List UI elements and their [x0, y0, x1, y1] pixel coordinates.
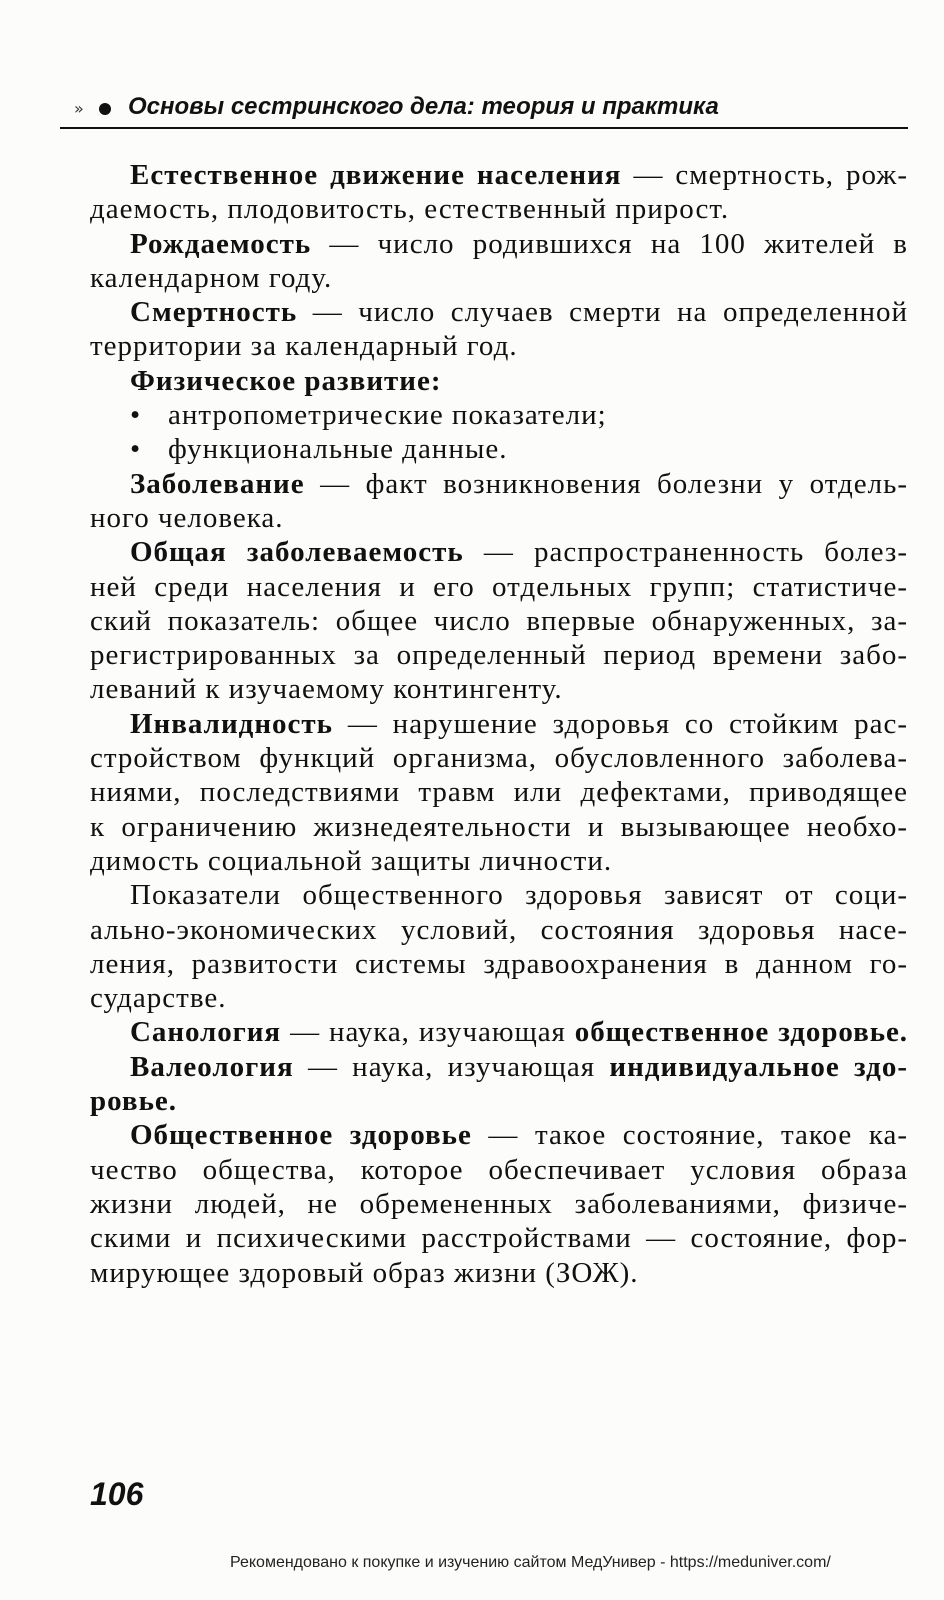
- line-text: [90, 262, 332, 294]
- paragraph: [90, 364, 908, 398]
- line-text: [90, 811, 908, 843]
- text-run: мирующее здоровый образ жизни (ЗОЖ).: [90, 1256, 639, 1289]
- text-line: [90, 535, 908, 569]
- text-line: [90, 227, 908, 261]
- line-text: [90, 571, 908, 603]
- page-number: 106: [90, 1476, 144, 1512]
- text-run: — такое состояние, такое ка-: [471, 1119, 908, 1152]
- line-text: [130, 228, 908, 260]
- bold-term: Валеология: [130, 1050, 294, 1083]
- text-line: [90, 604, 908, 638]
- text-line: [90, 1084, 908, 1118]
- line-text: [90, 845, 612, 877]
- text-line: [90, 1050, 908, 1084]
- line-text: [90, 948, 908, 980]
- line-text: [130, 1119, 908, 1151]
- line-text: [90, 1188, 908, 1220]
- bold-term: Санология: [130, 1016, 282, 1049]
- line-text: [90, 673, 563, 705]
- text-line: [90, 501, 908, 535]
- line-text: [90, 1154, 908, 1186]
- text-line: [90, 707, 908, 741]
- dot-icon: [99, 103, 111, 115]
- line-text: [90, 982, 226, 1014]
- line-text: [90, 193, 729, 225]
- bold-term: Смертность: [130, 296, 298, 329]
- text-run: — факт возникновения болезни у отдель-: [304, 467, 908, 500]
- paragraph: [90, 227, 908, 296]
- paragraph: [90, 295, 908, 364]
- text-line: [90, 1256, 908, 1290]
- text-run: — число случаев смерти на определенной: [297, 296, 908, 329]
- line-text: [90, 639, 908, 671]
- text-line: [90, 467, 908, 501]
- text-run: ления, развитости системы здравоохранения в данном го-: [90, 947, 908, 980]
- running-header-title: Основы сестринского дела: теория и практика: [128, 93, 719, 120]
- line-text: [90, 742, 908, 774]
- footer-note: Рекомендовано к покупке и изучению сайтом МедУнивер - https://meduniver.com/: [230, 1554, 831, 1571]
- text-line: [90, 1118, 908, 1152]
- text-line: [90, 775, 908, 809]
- line-text: [130, 536, 908, 568]
- text-run: регистрированных за определенный период времени забо-: [90, 639, 908, 672]
- text-run: скими и психическими расстройствами — состояние, фор-: [90, 1222, 908, 1255]
- paragraph: [90, 467, 908, 536]
- text-line: [90, 741, 908, 775]
- bold-term: ровье.: [90, 1085, 178, 1118]
- paragraph: [90, 707, 908, 878]
- text-line: [90, 1221, 908, 1255]
- text-run: территории за календарный год.: [90, 330, 518, 363]
- text-run: к ограничению жизнедеятельности и вызывающее необхо-: [90, 810, 908, 843]
- text-run: — смертность, рож-: [621, 159, 908, 191]
- bold-term: Естественное движение населения: [130, 159, 622, 191]
- line-text: [90, 1222, 908, 1254]
- line-text: [130, 365, 442, 397]
- bold-term: общественное здоровье.: [574, 1016, 908, 1049]
- bold-term: Рождаемость: [130, 227, 312, 260]
- text-run: ниями, последствиями травм или дефектами, приводящее: [90, 776, 908, 809]
- line-text: [130, 159, 908, 191]
- text-line: [90, 672, 908, 706]
- text-run: ально-экономических условий, состояния здоровья насе-: [90, 913, 908, 946]
- line-text: [90, 914, 908, 946]
- text-run: — наука, изучающая: [293, 1050, 610, 1083]
- text-run: — нарушение здоровья со стойким рас-: [333, 707, 908, 740]
- bold-term: Общественное здоровье: [130, 1119, 472, 1152]
- text-line: [90, 158, 908, 192]
- line-text: [90, 1257, 639, 1289]
- line-text: [90, 605, 908, 637]
- line-text: [130, 879, 908, 911]
- text-line: [90, 570, 908, 604]
- text-run: функциональные данные.: [168, 433, 508, 466]
- bullet-marker: •: [130, 399, 141, 432]
- text-run: стройством функций организма, обусловленного заболева-: [90, 742, 908, 775]
- text-line: [90, 878, 908, 912]
- paragraph: [90, 1015, 908, 1049]
- text-line: [90, 192, 908, 226]
- text-line: [90, 1015, 908, 1049]
- text-line: [90, 329, 908, 363]
- header-rule: [60, 127, 908, 129]
- paragraph: [90, 1118, 908, 1289]
- bold-term: индивидуальное здо-: [609, 1050, 908, 1083]
- text-run: антропометрические показатели;: [168, 399, 607, 432]
- paragraph: [90, 158, 908, 227]
- text-line: [90, 432, 908, 466]
- text-run: календарном году.: [90, 261, 333, 294]
- text-line: [90, 1187, 908, 1221]
- paragraph: [90, 1050, 908, 1119]
- text-line: [90, 1153, 908, 1187]
- text-run: ного человека.: [90, 501, 284, 534]
- text-line: [90, 261, 908, 295]
- text-run: чество общества, которое обеспечивает условия образа: [90, 1153, 908, 1186]
- bullet-marker: •: [130, 433, 141, 466]
- text-run: даемость, плодовитость, естественный прирост.: [90, 193, 730, 226]
- line-text: [130, 1016, 908, 1048]
- line-text: [168, 399, 607, 431]
- line-text: [130, 296, 908, 328]
- text-line: [90, 638, 908, 672]
- line-text: [90, 330, 518, 362]
- text-run: сударстве.: [90, 982, 227, 1015]
- text-run: димость социальной защиты личности.: [90, 844, 613, 877]
- text-line: [90, 981, 908, 1015]
- bullet-item: [90, 398, 908, 432]
- text-line: [90, 295, 908, 329]
- text-line: [90, 947, 908, 981]
- text-run: — наука, изучающая: [281, 1016, 575, 1049]
- bullet-item: [90, 432, 908, 466]
- bold-term: Заболевание: [130, 467, 305, 500]
- text-line: [90, 844, 908, 878]
- text-run: жизни людей, не обремененных заболеваниями, физиче-: [90, 1187, 908, 1220]
- paragraph: [90, 535, 908, 706]
- text-line: [90, 364, 908, 398]
- line-text: [130, 468, 908, 500]
- text-line: [90, 913, 908, 947]
- bold-term: Инвалидность: [130, 707, 333, 740]
- body-text: [90, 158, 908, 1290]
- text-line: [90, 810, 908, 844]
- line-text: [90, 1085, 177, 1117]
- bold-term: Физическое развитие:: [130, 364, 442, 397]
- text-run: Показатели общественного здоровья зависят от соци-: [130, 879, 908, 912]
- text-run: ней среди населения и его отдельных групп; статистиче-: [90, 570, 908, 603]
- line-text: [168, 433, 507, 465]
- paragraph: [90, 878, 908, 1015]
- double-arrow-icon: [74, 100, 84, 118]
- line-text: [130, 708, 908, 740]
- text-run: — число родившихся на 100 жителей в: [311, 227, 908, 260]
- text-line: [90, 398, 908, 432]
- text-run: леваний к изучаемому контингенту.: [90, 673, 563, 706]
- bold-term: Общая заболеваемость: [130, 536, 464, 569]
- line-text: [90, 502, 284, 534]
- line-text: [90, 776, 908, 808]
- line-text: [130, 1051, 908, 1083]
- text-run: — распространенность болез-: [463, 536, 908, 569]
- text-run: ский показатель: общее число впервые обнаруженных, за-: [90, 604, 908, 637]
